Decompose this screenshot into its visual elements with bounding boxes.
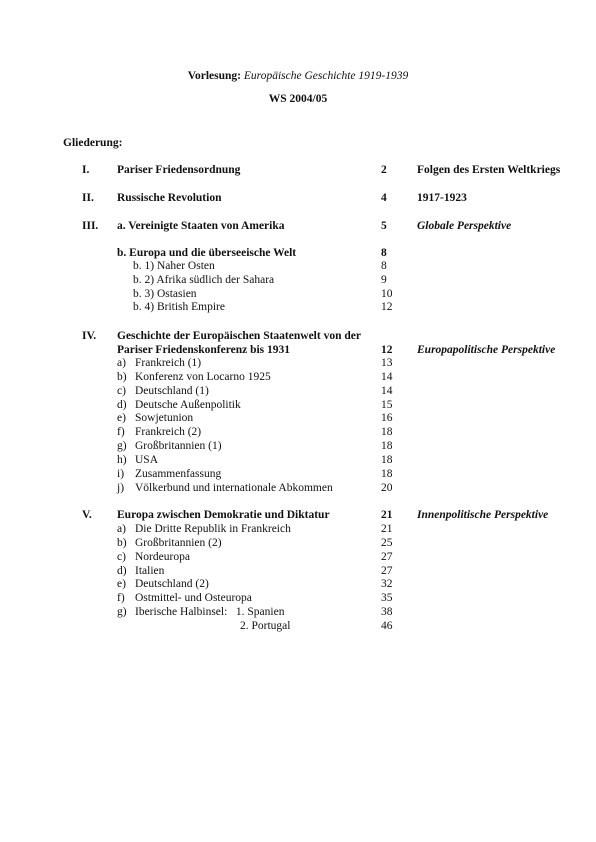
list-item-label: USA [135, 454, 159, 466]
list-item [117, 578, 209, 592]
list-item-letter: i) [117, 468, 125, 480]
list-item [117, 537, 222, 551]
list-item-letter: f) [117, 426, 125, 438]
list-item-label: Zusammenfassung [135, 468, 222, 480]
list-item-label: Deutsche Außenpolitik [135, 399, 241, 411]
list-item [117, 592, 252, 606]
list-item-label: Völkerbund und internationale Abkommen [135, 482, 333, 494]
section-title-line2: Pariser Friedenskonferenz bis 1931 [117, 344, 291, 356]
list-item-letter: d) [117, 399, 127, 411]
list-item-page: 27 [381, 551, 393, 563]
list-item-page: 13 [381, 357, 393, 369]
section-page: 21 [381, 509, 393, 521]
list-item-label: Ostmittel- und Osteuropa [135, 592, 252, 604]
list-item-page: 21 [381, 523, 393, 535]
list-item-letter: b) [117, 537, 127, 549]
list-item-label: Großbritannien (2) [135, 537, 222, 549]
list-item [117, 551, 190, 565]
list-item-letter: e) [117, 578, 126, 590]
list-item: b. 2) Afrika südlich der Sahara [133, 274, 275, 286]
section-numeral: III. [82, 220, 99, 232]
list-item-page: 18 [381, 468, 393, 480]
list-item-page: 9 [381, 274, 387, 286]
list-item: b. 4) British Empire [133, 301, 225, 313]
section-numeral: II. [82, 192, 94, 204]
list-item-page: 14 [381, 385, 393, 397]
section-numeral: V. [82, 509, 92, 521]
list-item-letter: j) [117, 482, 125, 494]
list-item [117, 412, 193, 426]
list-item-letter: g) [117, 440, 127, 452]
course-label: Vorlesung: [187, 70, 241, 82]
list-item-page: 38 [381, 606, 393, 618]
section-page: 2 [381, 164, 387, 176]
list-item-page: 12 [381, 301, 393, 313]
list-item-letter: c) [117, 551, 126, 563]
list-item [117, 426, 201, 440]
list-item-page: 8 [381, 260, 387, 272]
list-item-page: 32 [381, 578, 393, 590]
list-item [117, 371, 271, 385]
list-item-page: 46 [381, 620, 393, 632]
subsection-title: b. Europa und die überseeische Welt [117, 247, 297, 259]
section-note: 1917-1923 [417, 192, 467, 204]
list-item-page: 35 [381, 592, 393, 604]
list-item [117, 468, 221, 482]
section-page: 4 [381, 192, 387, 204]
section-title: Pariser Friedensordnung [117, 164, 241, 176]
list-item [117, 399, 241, 413]
section-title: Russische Revolution [117, 192, 222, 204]
list-item-label: Frankreich (1) [135, 357, 202, 369]
section-note: Folgen des Ersten Weltkriegs [417, 164, 561, 176]
list-item-label: Großbritannien (1) [135, 440, 222, 452]
list-item-label: Die Dritte Republik in Frankreich [135, 523, 291, 535]
course-title: Europäische Geschichte 1919-1939 [243, 70, 409, 82]
list-item-label: Konferenz von Locarno 1925 [135, 371, 271, 383]
section-numeral: IV. [82, 330, 97, 342]
list-item-label: Italien [135, 565, 165, 577]
list-item-page: 14 [381, 371, 393, 383]
section-numeral: I. [82, 164, 90, 176]
list-item-page: 25 [381, 537, 393, 549]
list-item-label: Iberische Halbinsel: 1. Spanien [135, 606, 285, 618]
list-item [117, 482, 333, 496]
section-page: 5 [381, 220, 387, 232]
list-item [117, 357, 201, 371]
list-item-page: 18 [381, 440, 393, 452]
list-item-page: 16 [381, 412, 393, 424]
list-item-page: 15 [381, 399, 393, 411]
list-item-label: Frankreich (2) [135, 426, 202, 438]
list-item [117, 454, 158, 468]
list-item-label: Nordeuropa [135, 551, 190, 563]
list-item-letter: g) [117, 606, 127, 618]
section-note: Europapolitische Perspektive [417, 344, 556, 356]
list-item-letter: h) [117, 454, 127, 466]
section-note: Globale Perspektive [417, 220, 512, 232]
list-item: b. 1) Naher Osten [133, 260, 215, 272]
list-item [117, 385, 209, 399]
section-title-line1: Geschichte der Europäischen Staatenwelt von der [117, 330, 361, 342]
list-item-letter: a) [117, 523, 126, 535]
section-title: a. Vereinigte Staaten von Amerika [117, 220, 285, 232]
list-item-label: Sowjetunion [135, 412, 194, 424]
list-item-page: 18 [381, 454, 393, 466]
list-item-letter: f) [117, 592, 125, 604]
list-item [117, 440, 222, 454]
section-title: Europa zwischen Demokratie und Diktatur [117, 509, 330, 521]
list-item-page: 27 [381, 565, 393, 577]
list-item-page: 20 [381, 482, 393, 494]
list-item-page: 10 [381, 288, 393, 300]
list-item-letter: a) [117, 357, 126, 369]
list-item-letter: b) [117, 371, 127, 383]
course-header [0, 70, 596, 82]
subsection-page: 8 [381, 247, 387, 259]
list-item-label: Deutschland (1) [135, 385, 209, 397]
section-page: 12 [381, 344, 393, 356]
list-item-letter: c) [117, 385, 126, 397]
list-item-letter: e) [117, 412, 126, 424]
semester: WS 2004/05 [268, 93, 328, 105]
list-item-letter: d) [117, 565, 127, 577]
list-item-label: 2. Portugal [240, 620, 291, 632]
list-item-label: Deutschland (2) [135, 578, 209, 590]
list-item: b. 3) Ostasien [133, 288, 197, 300]
list-item [117, 565, 164, 579]
list-item-page: 18 [381, 426, 393, 438]
list-item [117, 606, 284, 620]
list-item [117, 523, 291, 537]
section-note: Innenpolitische Perspektive [417, 509, 549, 521]
outline-heading: Gliederung: [63, 137, 123, 149]
